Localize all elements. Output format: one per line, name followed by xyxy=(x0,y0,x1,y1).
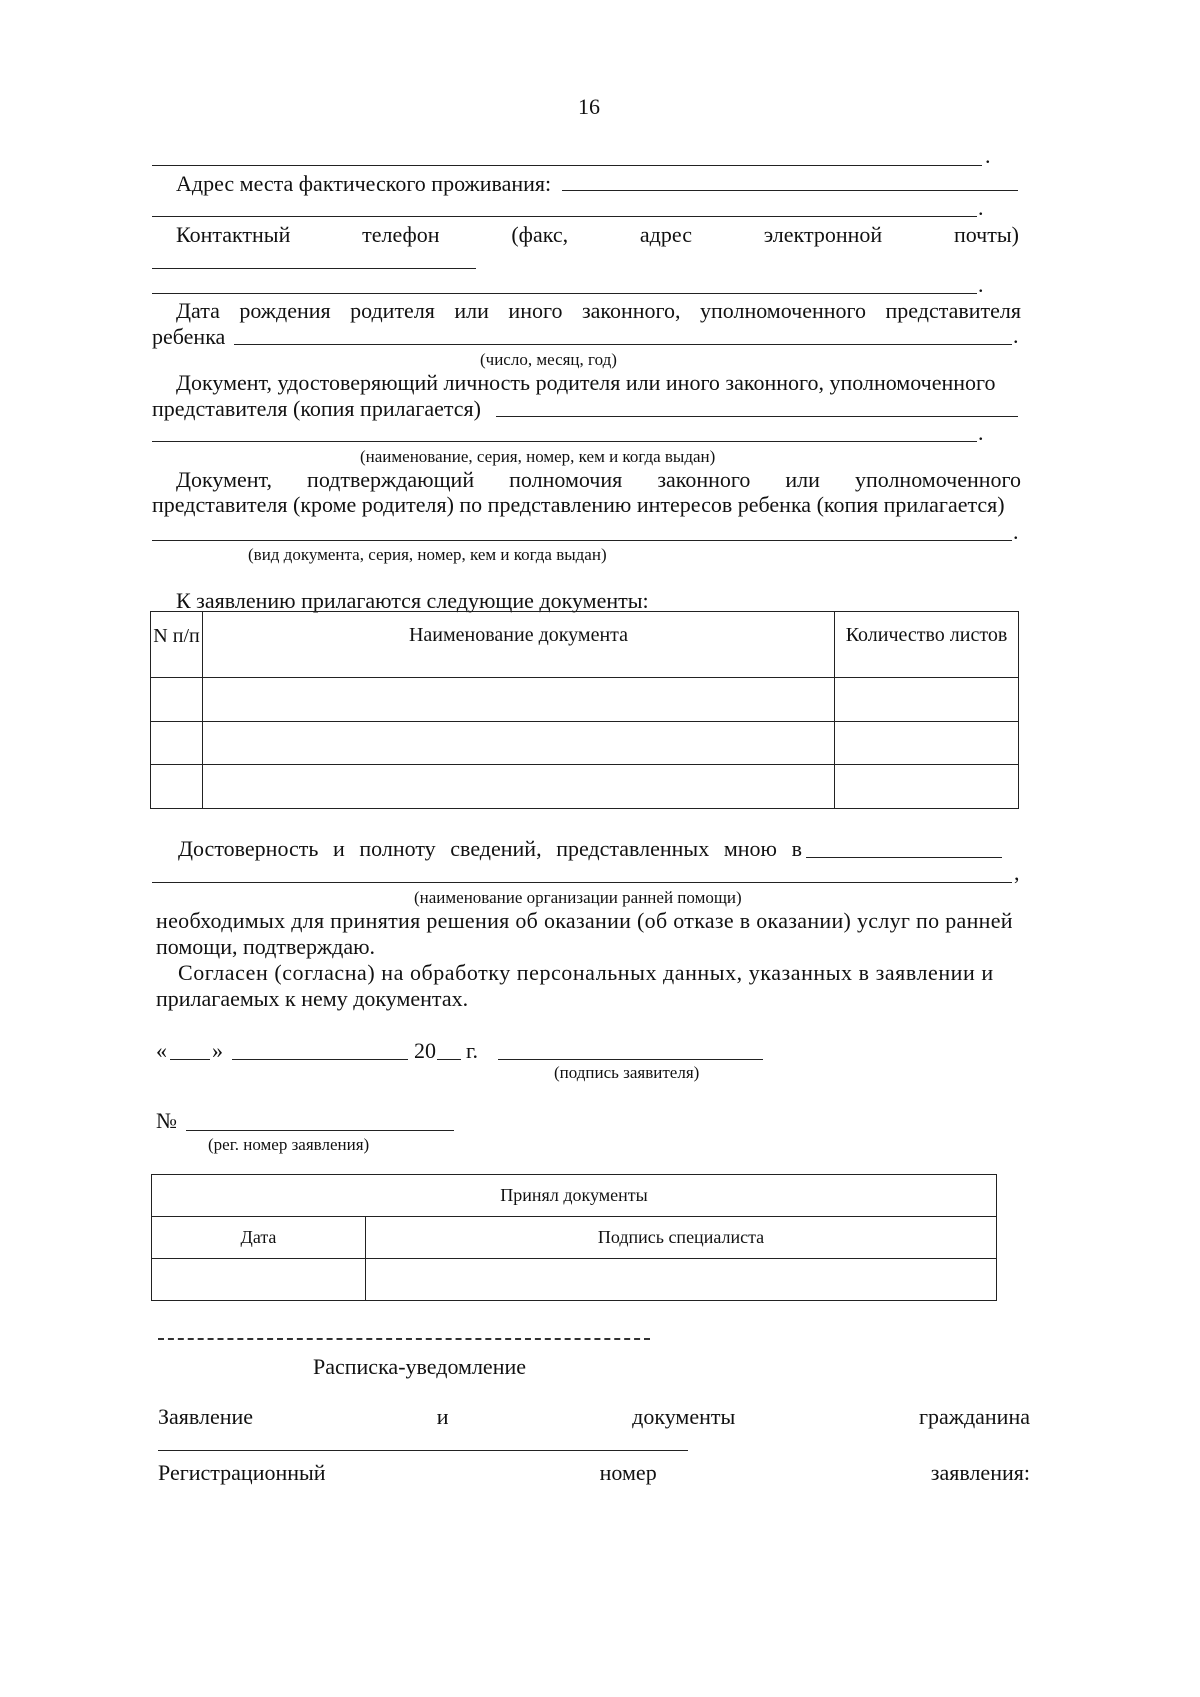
signature-caption: (подпись заявителя) xyxy=(554,1063,700,1082)
receipt-header: Принял документы xyxy=(152,1175,997,1217)
month-input-line[interactable] xyxy=(232,1059,408,1060)
table-row xyxy=(151,722,1019,765)
page-number: 16 xyxy=(578,94,600,119)
cut-line xyxy=(158,1338,650,1340)
dob-label xyxy=(176,300,1021,322)
word: полноту xyxy=(359,836,436,861)
authority-doc-caption: (вид документа, серия, номер, кем и когда выдан) xyxy=(248,545,607,564)
attachments-intro: К заявлению прилагаются следующие документы: xyxy=(176,588,649,613)
organization-input-line[interactable] xyxy=(806,857,1002,858)
word: и xyxy=(436,1404,449,1429)
receipt-table xyxy=(151,1174,997,1301)
notice-text xyxy=(158,1406,1030,1428)
word: сведений, xyxy=(450,836,542,861)
word: (факс, xyxy=(511,222,569,247)
year-input-line[interactable] xyxy=(437,1059,461,1060)
attachments-table xyxy=(150,611,1019,809)
confirmation-text-2: помощи, подтверждаю. xyxy=(156,934,376,959)
word: документы xyxy=(632,1404,736,1429)
column-header-date: Дата xyxy=(152,1217,366,1259)
period: . xyxy=(978,272,984,297)
word: Дата xyxy=(176,298,220,323)
contact-input-line[interactable] xyxy=(152,268,476,269)
word: Документ, xyxy=(176,467,273,492)
reg-number-input-line[interactable] xyxy=(186,1130,454,1131)
word: в xyxy=(791,836,802,861)
table-cell[interactable] xyxy=(835,678,1019,722)
period: . xyxy=(1013,519,1019,544)
consent-text: Согласен (согласна) на обработку персональных данных, указанных в заявлении и xyxy=(178,960,994,985)
word: Достоверность xyxy=(178,836,319,861)
identity-doc-input-line-2[interactable] xyxy=(152,441,977,442)
table-cell[interactable] xyxy=(203,678,835,722)
notice-text-2 xyxy=(158,1462,1030,1484)
word: уполномоченного xyxy=(699,298,867,323)
address-input-line[interactable] xyxy=(562,190,1018,191)
authority-doc-label xyxy=(176,469,1021,491)
word: Контактный xyxy=(176,222,291,247)
word: законного xyxy=(657,467,751,492)
contact-input-line-2[interactable] xyxy=(152,293,977,294)
number-sign: № xyxy=(156,1108,177,1133)
table-cell[interactable] xyxy=(203,722,835,765)
word: адрес xyxy=(639,222,692,247)
comma: , xyxy=(1014,860,1020,885)
word: подтверждающий xyxy=(307,467,475,492)
identity-doc-label: Документ, удостоверяющий личность родителя или иного законного, уполномоченного xyxy=(176,370,996,395)
reg-number-caption: (рег. номер заявления) xyxy=(208,1135,370,1154)
word: почты) xyxy=(953,222,1019,247)
table-cell[interactable] xyxy=(152,1259,366,1301)
table-row xyxy=(151,765,1019,809)
word: Регистрационный xyxy=(158,1460,326,1485)
confirmation-label xyxy=(178,838,802,860)
table-cell[interactable] xyxy=(835,765,1019,809)
dob-caption: (число, месяц, год) xyxy=(480,350,617,369)
word: или xyxy=(454,298,489,323)
table-cell[interactable] xyxy=(151,765,203,809)
column-header-number: N п/п xyxy=(151,612,203,678)
period: . xyxy=(1013,323,1019,348)
address-label: Адрес места фактического проживания: xyxy=(176,171,552,196)
table-header-row xyxy=(152,1217,997,1259)
word: законного, xyxy=(581,298,681,323)
period: . xyxy=(978,420,984,445)
identity-doc-label-2: представителя (копия прилагается) xyxy=(152,396,481,421)
citizen-name-input-line[interactable] xyxy=(158,1450,688,1451)
dob-input-line[interactable] xyxy=(234,344,1012,345)
authority-doc-label-2: представителя (кроме родителя) по представлению интересов ребенка (копия прилагается) xyxy=(152,492,1005,517)
close-quote: » xyxy=(212,1038,223,1063)
notice-title: Расписка-уведомление xyxy=(313,1354,527,1379)
table-cell[interactable] xyxy=(366,1259,997,1301)
organization-caption: (наименование организации ранней помощи) xyxy=(414,888,742,907)
word: телефон xyxy=(362,222,440,247)
word: электронной xyxy=(763,222,883,247)
confirmation-text: необходимых для принятия решения об оказании (об отказе в оказании) услуг по ранней xyxy=(156,908,1013,933)
word: или xyxy=(785,467,820,492)
table-cell[interactable] xyxy=(151,722,203,765)
contact-label xyxy=(176,224,1019,246)
consent-text-2: прилагаемых к нему документах. xyxy=(156,986,469,1011)
column-header-name: Наименование документа xyxy=(203,612,835,678)
word: мною xyxy=(723,836,777,861)
word: родителя xyxy=(350,298,435,323)
column-header-signature: Подпись специалиста xyxy=(366,1217,997,1259)
signature-input-line[interactable] xyxy=(498,1059,763,1060)
address-input-line-2[interactable] xyxy=(152,216,977,217)
column-header-sheets: Количество листов xyxy=(835,612,1019,678)
period: . xyxy=(985,143,991,168)
authority-doc-input-line[interactable] xyxy=(152,540,1012,541)
word: иного xyxy=(508,298,563,323)
day-input-line[interactable] xyxy=(170,1059,210,1060)
table-row xyxy=(152,1259,997,1301)
open-quote: « xyxy=(156,1038,167,1063)
period: . xyxy=(978,195,984,220)
table-header-row xyxy=(151,612,1019,678)
organization-input-line-2[interactable] xyxy=(152,882,1012,883)
word: представителя xyxy=(885,298,1021,323)
table-cell[interactable] xyxy=(203,765,835,809)
word: заявления: xyxy=(930,1460,1030,1485)
word: номер xyxy=(599,1460,657,1485)
word: уполномоченного xyxy=(854,467,1021,492)
fill-line xyxy=(152,165,982,166)
table-cell[interactable] xyxy=(835,722,1019,765)
word: представленных xyxy=(556,836,710,861)
table-row xyxy=(151,678,1019,722)
word: гражданина xyxy=(918,1404,1030,1429)
word: рождения xyxy=(239,298,331,323)
table-header-row xyxy=(152,1175,997,1217)
word: Заявление xyxy=(158,1404,254,1429)
word: и xyxy=(333,836,345,861)
dob-label-child: ребенка xyxy=(152,324,226,349)
identity-doc-caption: (наименование, серия, номер, кем и когда выдан) xyxy=(360,447,716,466)
word: полномочия xyxy=(509,467,623,492)
year-prefix: 20 xyxy=(414,1038,436,1063)
table-cell[interactable] xyxy=(151,678,203,722)
year-suffix: г. xyxy=(466,1038,479,1063)
identity-doc-input-line[interactable] xyxy=(496,416,1018,417)
